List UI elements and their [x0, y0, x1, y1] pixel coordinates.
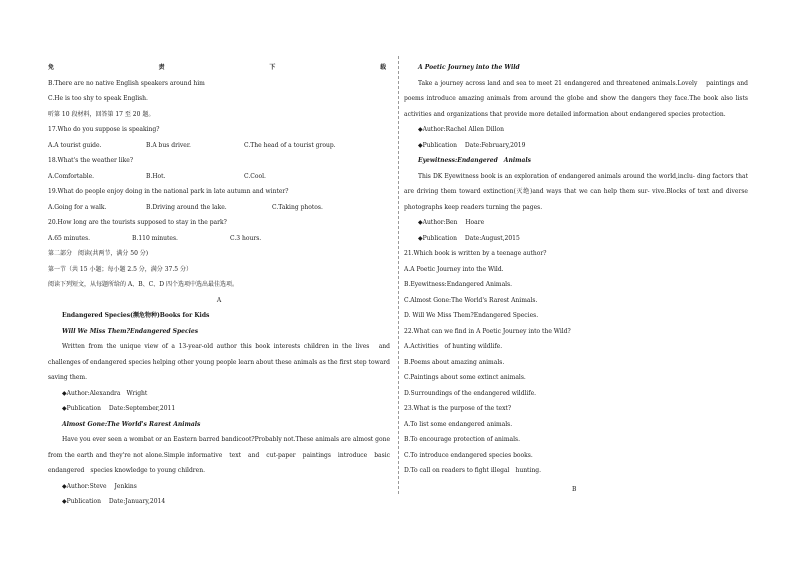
reading-instruction: 阅读下列短文，从每题所给的 A、B、C、D 四个选项中选出最佳选项。 — [48, 281, 238, 288]
book1-description: Written from the unique view of a 13-year-old author this book interests children in the lives and challenges of endangered species helping other young people learn about these animals as the first step toward saving them. — [48, 343, 390, 381]
q23-stem: 23.What is the purpose of the text? — [404, 405, 512, 412]
book4-publication: ◆Publication Date:August,2015 — [418, 234, 520, 242]
q22-stem: 22.What can we find in A Poetic Journey into the Wild? — [404, 327, 571, 335]
q20-option-b: B.110 minutes. — [132, 234, 178, 242]
right-column — [404, 60, 748, 479]
header-char-4: 载 — [379, 64, 386, 71]
book3-publication: ◆Publication Date:February,2019 — [418, 141, 526, 149]
book1-publication: ◆Publication Date:September,2011 — [62, 405, 176, 412]
passage-title: Endangered Species(濒危物种)Books for Kids — [62, 312, 210, 319]
q20-stem: 20.How long are the tourists supposed to stay in the park? — [48, 219, 227, 226]
q17-options — [48, 138, 390, 154]
q21-stem: 21.Which book is written by a teenage author? — [404, 250, 547, 257]
book4-description: This DK Eyewitness book is an exploration of endangered animals around the world,inclu- ding factors that are driving them toward extinction(灭绝)and ways that we can help them sur- vive.Blocks of text and diverse photographs keep readers turning the pages. — [404, 172, 748, 211]
q20-options — [48, 231, 390, 247]
section1-heading: 第一节（共 15 小题；每小题 2.5 分，满分 37.5 分） — [48, 265, 192, 273]
book4-title: Eyewitness:Endangered Animals — [418, 157, 532, 164]
header-disclaimer — [48, 60, 390, 76]
book2-author: ◆Author:Steve Jenkins — [62, 482, 137, 490]
q17-option-a: A.A tourist guide. — [48, 141, 102, 149]
book2-title: Almost Gone:The World's Rarest Animals — [62, 420, 201, 428]
q17-option-b: B.A bus driver. — [146, 141, 191, 149]
q18-options — [48, 169, 390, 185]
q23-option-b: B.To encourage protection of animals. — [404, 436, 520, 443]
q21-option-c: C.Almost Gone:The World's Rarest Animals. — [404, 296, 538, 304]
q19-option-a: A.Going for a walk. — [48, 203, 107, 211]
q16-option-b: B.There are no native English speakers around him — [48, 79, 205, 87]
book2-publication: ◆Publication Date:January,2014 — [62, 498, 166, 505]
q20-option-c: C.3 hours. — [230, 234, 262, 242]
q17-option-c: C.The head of a tourist group. — [244, 141, 336, 149]
part2-heading: 第二部分 阅读(共两节，满分 50 分) — [48, 250, 149, 257]
book1-title: Will We Miss Them?Endangered Species — [62, 327, 199, 335]
left-column — [48, 60, 397, 510]
q22-option-b: B.Poems about amazing animals. — [404, 358, 505, 366]
q19-option-c: C.Taking photos. — [272, 203, 323, 211]
q18-stem: 18.What's the weather like? — [48, 157, 134, 164]
book4-author: ◆Author:Ben Hoare — [418, 219, 485, 226]
header-char-1: 免 — [48, 64, 55, 71]
column-divider — [398, 56, 399, 494]
q17-stem: 17.Who do you suppose is speaking? — [48, 126, 160, 133]
q21-option-a: A.A Poetic Journey into the Wild. — [404, 265, 504, 273]
q19-options — [48, 200, 390, 216]
q21-option-b: B.Eyewitness:Endangered Animals. — [404, 281, 513, 288]
passage-b-label: B — [572, 486, 577, 493]
q23-option-a: A.To list some endangered animals. — [404, 420, 513, 428]
q16-option-c: C.He is too shy to speak English. — [48, 95, 148, 102]
q20-option-a: A.65 minutes. — [48, 234, 91, 242]
q23-option-d: D.To call on readers to fight illegal hunting. — [404, 467, 542, 474]
q18-option-c: C.Cool. — [244, 172, 266, 180]
q19-stem: 19.What do people enjoy doing in the national park in late autumn and winter? — [48, 188, 289, 195]
header-char-2: 责 — [158, 64, 165, 71]
q18-option-a: A.Comfortable. — [48, 172, 95, 180]
q22-option-a: A.Activities of hunting wildlife. — [404, 343, 503, 350]
q19-option-b: B.Driving around the lake. — [146, 203, 227, 211]
q22-option-c: C.Paintings about some extinct animals. — [404, 374, 526, 381]
listening-intro: 听第 10 段材料，回答第 17 至 20 题。 — [48, 110, 155, 118]
header-char-3: 下 — [269, 64, 276, 71]
book1-author: ◆Author:Alexandra Wright — [62, 389, 148, 397]
q18-option-b: B.Hot. — [146, 172, 166, 180]
book3-description: Take a journey across land and sea to meet 21 endangered and threatened animals.Lovely paintings and poems introduce amazing animals from around the globe and show the dangers they face.The book also lists activities and organizations that provide more detailed information about endangered species protection. — [404, 79, 748, 118]
book3-title: A Poetic Journey into the Wild — [418, 64, 520, 71]
passage-a-label: A — [216, 296, 222, 304]
q23-option-c: C.To introduce endangered species books. — [404, 451, 533, 459]
q22-option-d: D.Surroundings of the endangered wildlife. — [404, 389, 537, 397]
book3-author: ◆Author:Rachel Allen Dillon — [418, 126, 504, 133]
q21-option-d: D. Will We Miss Them?Endangered Species. — [404, 312, 539, 319]
book2-description: Have you ever seen a wombat or an Eastern barred bandicoot?Probably not.These animals are almost gone from the earth and they're not alone.Simple informative text and cut-paper paintings introduce basic endangered species knowledge to young children. — [48, 436, 397, 474]
